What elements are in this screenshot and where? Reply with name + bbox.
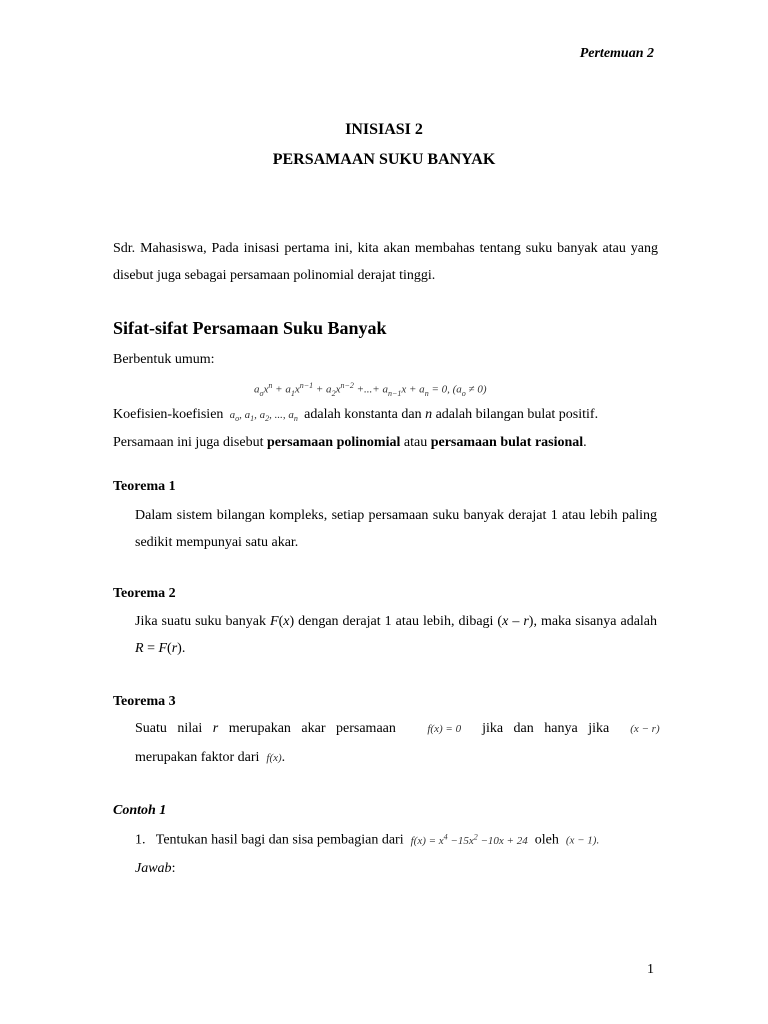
also-mid: atau <box>403 435 428 450</box>
theorem-3-title: Teorema 3 <box>113 694 176 709</box>
theorem-2-text: Jika suatu suku banyak F(x) dengan derajat 1 atau lebih, dibagi (x – r), maka sisanya adalah R = F(r). <box>135 614 658 656</box>
t3-eq3: f(x) <box>266 752 282 764</box>
general-form-label: Berbentuk umum: <box>113 352 215 367</box>
t3-eq2: (x − r) <box>630 723 660 735</box>
t3-eq1: f(x) = 0 <box>427 723 462 735</box>
t3-p4: merupakan faktor dari <box>135 750 260 765</box>
term-rational: persamaan bulat rasional <box>430 435 584 450</box>
answer-label <box>135 861 175 877</box>
intro-paragraph: Sdr. Mahasiswa, Pada inisasi pertama ini, kita akan membahas tentang suku banyak atau yang disebut juga sebagai persamaan polinomial derajat tinggi. <box>113 241 658 283</box>
coef-var: n <box>425 407 433 422</box>
example-item-mid: oleh <box>534 832 559 848</box>
theorem-3-line2 <box>135 750 285 766</box>
term-polynomial: persamaan polinomial <box>266 435 401 450</box>
t3-p2: merupakan akar persamaan <box>228 721 396 736</box>
example-divisor: (x − 1). <box>565 834 600 847</box>
answer-word: Jawab <box>135 861 172 876</box>
example-title: Contoh 1 <box>113 803 167 818</box>
example-item-number: 1. <box>135 832 146 848</box>
theorem-1-text: Dalam sistem bilangan kompleks, setiap persamaan suku banyak derajat 1 atau lebih paling sedikit mempunyai satu akar. <box>135 508 657 550</box>
page-header: Pertemuan 2 <box>579 46 654 61</box>
section-heading: Sifat-sifat Persamaan Suku Banyak <box>113 318 387 338</box>
t3-r: r <box>212 721 219 736</box>
also-prefix: Persamaan ini juga disebut <box>113 435 264 450</box>
coefficients-line <box>113 407 598 423</box>
theorem-2-title: Teorema 2 <box>113 586 176 601</box>
coef-list-equation: $a_o$, $a_1$, $a_2$, ..., $a_n$ <box>226 409 298 424</box>
coef-suffix: adalah bilangan bulat positif. <box>435 407 599 422</box>
theorem-1-title: Teorema 1 <box>113 479 176 494</box>
example-item-text: Tentukan hasil bagi dan sisa pembagian dari <box>155 832 404 848</box>
also-called-line <box>113 435 587 451</box>
t3-p1: Suatu nilai <box>135 721 203 736</box>
page-subtitle: PERSAMAAN SUKU BANYAK <box>272 151 496 168</box>
general-form-equation: $a_ox^n + a_1x^{n-1} + a_2x^{n-2}$ +...+ $a_{n-1}x + a_n = 0$, $(a_o \ne 0)$ <box>254 381 487 398</box>
coef-prefix: Koefisien-koefisien <box>113 407 224 422</box>
t3-p3: jika dan hanya jika <box>482 721 610 736</box>
page-title: INISIASI 2 <box>345 121 423 138</box>
coef-mid: adalah konstanta dan <box>304 407 422 422</box>
t3-p5: . <box>281 750 286 765</box>
example-polynomial: $f(x) = x^4 -15x^2 -10x + 24$ <box>410 832 528 847</box>
example-item <box>135 832 599 849</box>
also-end: . <box>583 435 587 450</box>
page-number: 1 <box>647 962 654 977</box>
answer-colon: : <box>171 861 176 876</box>
theorem-3-line1 <box>135 721 660 737</box>
